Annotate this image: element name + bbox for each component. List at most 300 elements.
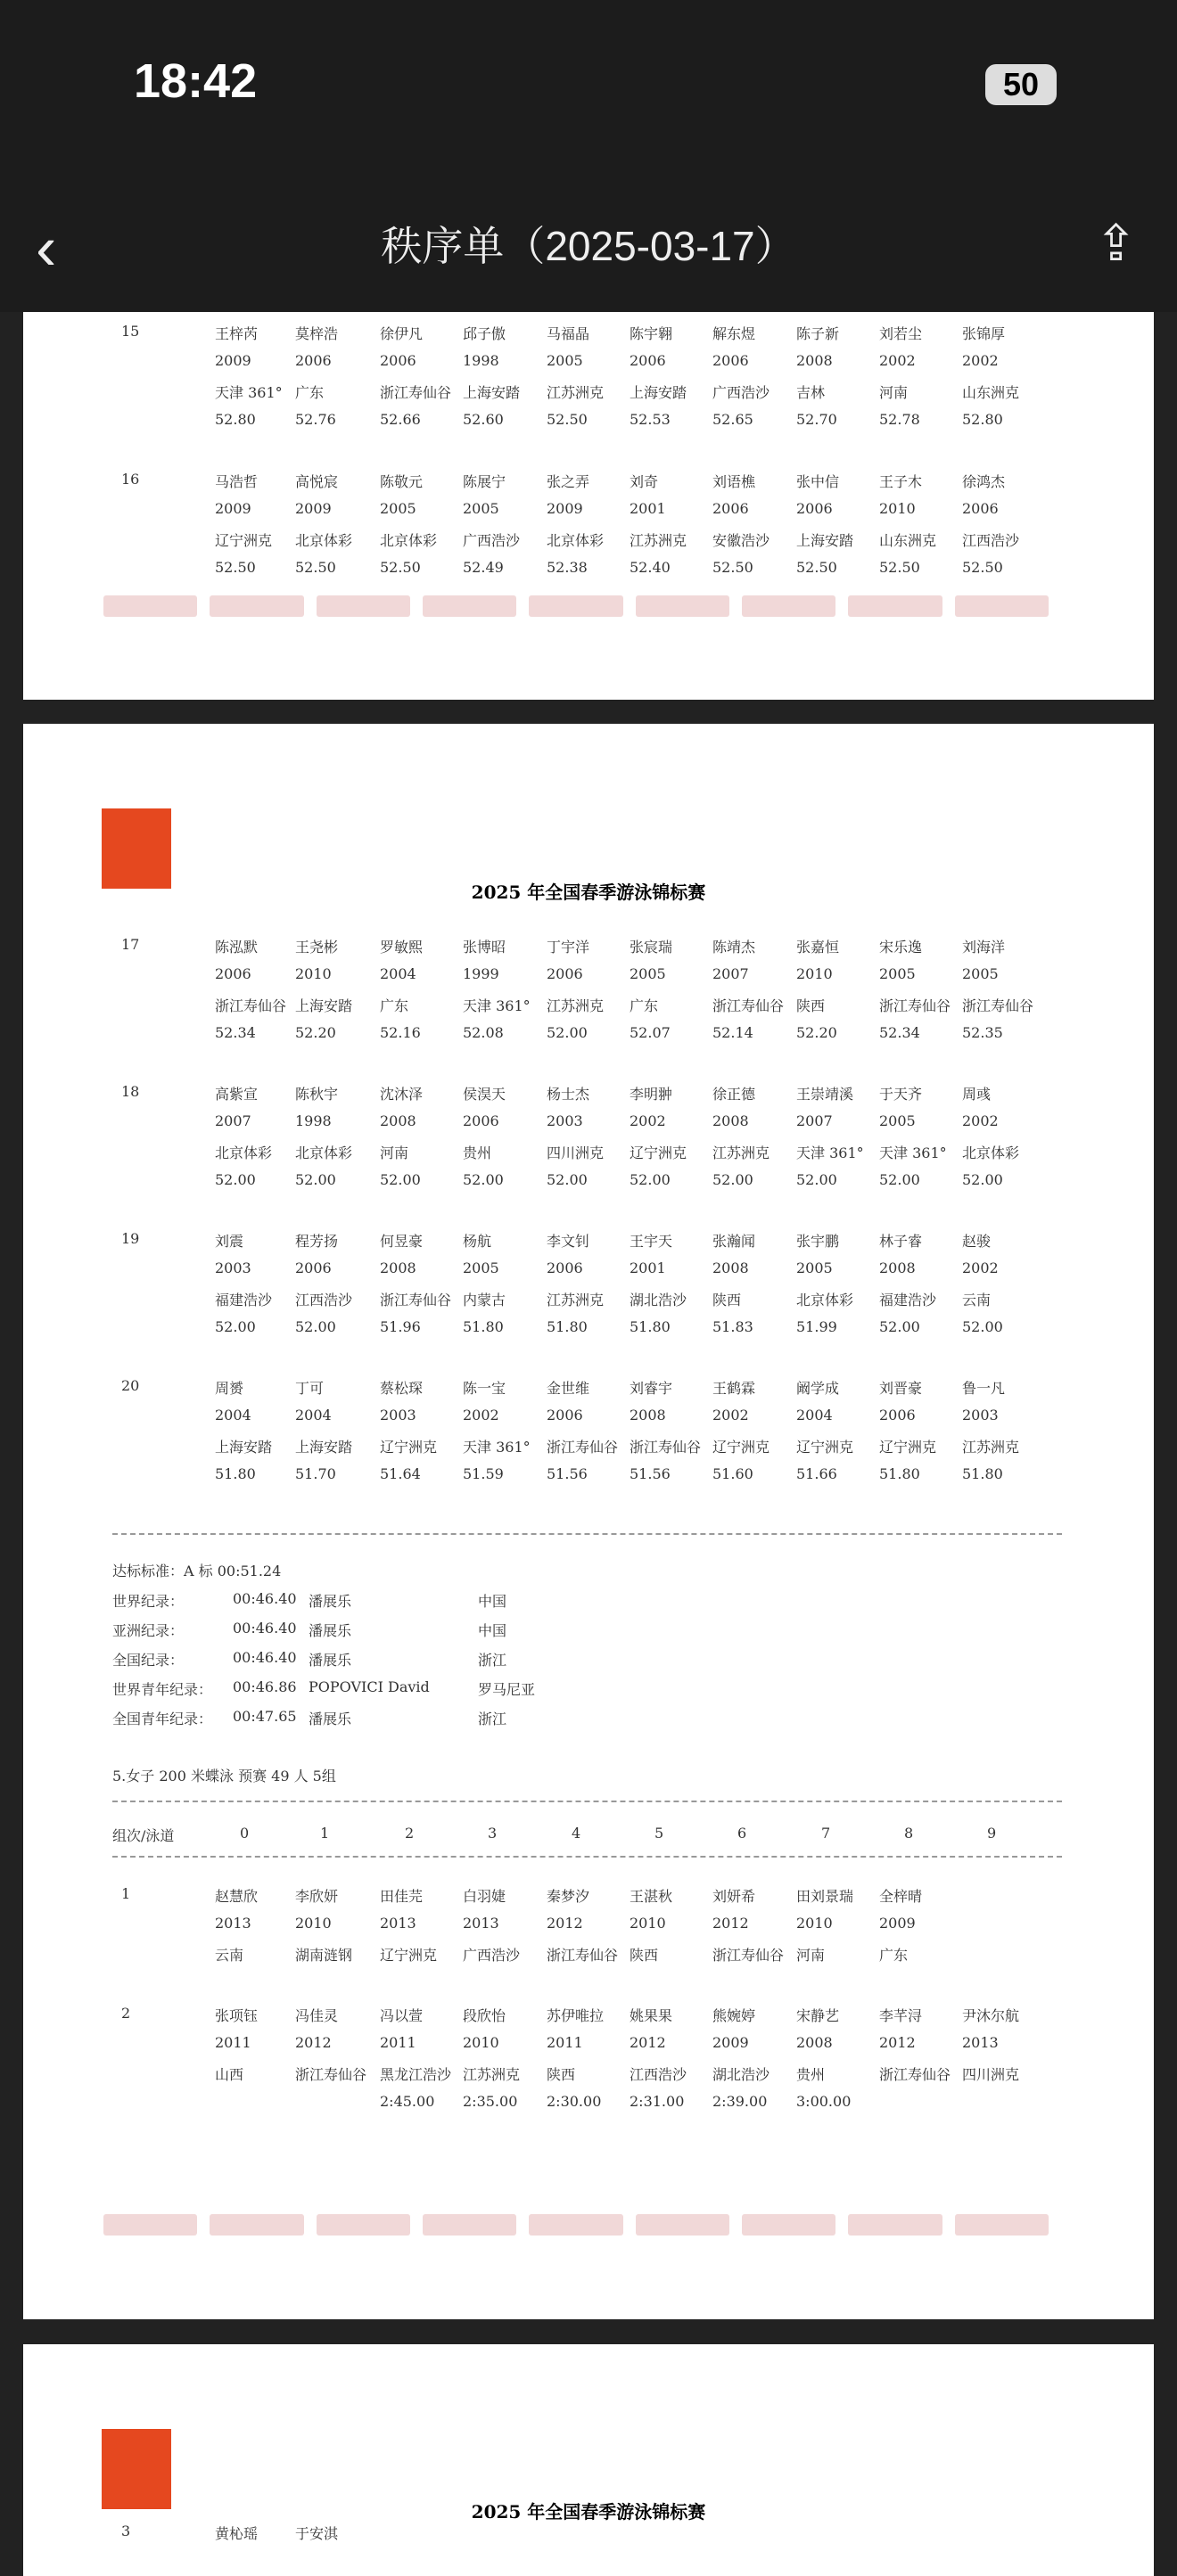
lane-number: 9: [987, 1825, 997, 1842]
heat-teams-cell: 广西浩沙: [463, 1947, 521, 1964]
heat-years-cell: 2008: [380, 1112, 416, 1129]
battery-icon: 50: [985, 64, 1057, 105]
heat-names-cell: 陈秋宇: [295, 1086, 339, 1103]
heat-names-cell: 王鹤霖: [712, 1380, 756, 1397]
heat-teams-cell: 辽宁洲克: [879, 1439, 937, 1456]
heat-teams-cell: 云南: [215, 1947, 244, 1964]
heat-teams-cell: 吉林: [796, 384, 826, 401]
heat-years-cell: 2008: [879, 1259, 916, 1276]
heat-years-cell: 2013: [962, 2034, 999, 2051]
clock: 18:42: [134, 54, 258, 108]
heat-teams-cell: 北京体彩: [295, 1144, 353, 1161]
heat-teams-cell: 上海安踏: [295, 997, 353, 1014]
heat-number: 15: [121, 323, 140, 340]
heat-years-cell: 2001: [630, 500, 666, 517]
page-2: [23, 724, 1154, 2319]
heat-teams-cell: 北京体彩: [547, 532, 605, 549]
heat-teams-cell: 河南: [796, 1947, 826, 1964]
heat-teams-cell: 天津 361°: [215, 384, 283, 401]
heat-years-cell: 2005: [879, 965, 916, 982]
record-cell: 潘展乐: [309, 1622, 352, 1639]
heat-teams-cell: 辽宁洲克: [712, 1439, 770, 1456]
record-cell: 全国纪录：: [112, 1652, 185, 1669]
heat-years-cell: 2004: [796, 1407, 833, 1423]
heat-names-cell: 熊婉婷: [712, 2007, 756, 2024]
record-cell: 世界青年纪录：: [112, 1681, 213, 1698]
heat-years-cell: 2005: [962, 965, 999, 982]
heat-names-cell: 张宸瑞: [630, 939, 673, 956]
record-cell: 00:46.40: [233, 1620, 297, 1637]
heat-names-cell: 张之弄: [547, 473, 590, 490]
event-logo: [102, 808, 171, 889]
heat-times-cell: 52.00: [962, 1318, 1003, 1335]
heat-times-cell: 52.50: [962, 559, 1003, 576]
heat-years-cell: 2003: [547, 1112, 583, 1129]
share-icon[interactable]: ⇪: [1095, 215, 1137, 271]
page-1: [23, 312, 1154, 700]
heat-teams-cell: 北京体彩: [295, 532, 353, 549]
heat-times-cell: 52.60: [463, 411, 504, 428]
heat-names-cell: 刘若尘: [879, 325, 923, 342]
heat-years-cell: 2006: [380, 352, 416, 369]
record-cell: 潘展乐: [309, 1593, 352, 1610]
heat-years-cell: 1998: [463, 352, 499, 369]
heat-teams-cell: 浙江寿仙谷: [630, 1439, 702, 1456]
heat-names-cell: 陈宇翱: [630, 325, 673, 342]
event-title: 5.女子 200 米蝶泳 预赛 49 人 5组: [112, 1768, 336, 1784]
heat-names-cell: 何昱豪: [380, 1233, 424, 1250]
heat-names-cell: 徐伊凡: [380, 325, 424, 342]
heat-names-cell: 宋乐逸: [879, 939, 923, 956]
heat-names-cell: 李文钊: [547, 1233, 590, 1250]
heat-times-cell: 52.50: [796, 559, 837, 576]
page-title: 秩序单（2025-03-17）: [381, 223, 796, 269]
heat-names-cell: 罗敏熙: [380, 939, 424, 956]
heat-number: 3: [121, 2523, 131, 2539]
heat-times-cell: 51.56: [630, 1465, 671, 1482]
heat-names-cell: 李芊浔: [879, 2007, 923, 2024]
heat-years-cell: 1998: [295, 1112, 332, 1129]
heat-names-cell: 冯以萱: [380, 2007, 424, 2024]
heat-names-cell: 王崇靖溪: [796, 1086, 854, 1103]
heat-names-cell: 高紫宣: [215, 1086, 259, 1103]
heat-names-cell: 徐鸿杰: [962, 473, 1006, 490]
heat-teams-cell: 江苏洲克: [547, 997, 605, 1014]
heat-years-cell: 2001: [630, 1259, 666, 1276]
heat-times-cell: 52.50: [295, 559, 336, 576]
heat-times-cell: 52.70: [796, 411, 837, 428]
heat-teams-cell: 辽宁洲克: [630, 1144, 687, 1161]
heat-teams-cell: 浙江寿仙谷: [962, 997, 1034, 1014]
heat-years-cell: 2005: [879, 1112, 916, 1129]
heat-names-cell: 侯淏天: [463, 1086, 506, 1103]
heat-names-cell: 徐正德: [712, 1086, 756, 1103]
heat-years-cell: 2006: [796, 500, 833, 517]
heat-times-cell: 52.40: [630, 559, 671, 576]
heat-times-cell: 52.50: [380, 559, 421, 576]
heat-names-cell: 丁宇洋: [547, 939, 590, 956]
status-bar: [0, 0, 1177, 187]
heat-names-cell: 陈子新: [796, 325, 840, 342]
heat-times-cell: 52.00: [215, 1318, 256, 1335]
lane-number: 7: [821, 1825, 831, 1842]
lane-number: 0: [240, 1825, 250, 1842]
heat-teams-cell: 陕西: [630, 1947, 659, 1964]
heat-teams-cell: 江苏洲克: [463, 2066, 521, 2083]
heat-times-cell: 52.66: [380, 411, 421, 428]
heat-teams-cell: 北京体彩: [215, 1144, 273, 1161]
heat-times-cell: 51.60: [712, 1465, 753, 1482]
lane-number: 5: [654, 1825, 664, 1842]
heat-names-cell: 鲁一凡: [962, 1380, 1006, 1397]
heat-years-cell: 2003: [215, 1259, 251, 1276]
heat-times-cell: 52.20: [295, 1024, 336, 1041]
heat-years-cell: 2006: [547, 1259, 583, 1276]
heat-names-cell: 杨航: [463, 1233, 492, 1250]
heat-years-cell: 2002: [712, 1407, 749, 1423]
heat-years-cell: 2006: [295, 352, 332, 369]
heat-years-cell: 2010: [295, 965, 332, 982]
heat-years-cell: 2006: [463, 1112, 499, 1129]
back-icon[interactable]: ‹: [36, 213, 57, 283]
heat-names-cell: 姚果果: [630, 2007, 673, 2024]
heat-teams-cell: 浙江寿仙谷: [295, 2066, 367, 2083]
heat-teams-cell: 广东: [295, 384, 325, 401]
heat-number: 16: [121, 471, 140, 488]
heat-number: 20: [121, 1377, 140, 1394]
heat-times-cell: 51.64: [380, 1465, 421, 1482]
heat-names-cell: 陈敬元: [380, 473, 424, 490]
heat-times-cell: 51.56: [547, 1465, 588, 1482]
heat-names-cell: 张中信: [796, 473, 840, 490]
heat-teams-cell: 福建浩沙: [879, 1292, 937, 1309]
heat-years-cell: 2009: [295, 500, 332, 517]
heat-years-cell: 2005: [547, 352, 583, 369]
heat-times-cell: 51.80: [879, 1465, 920, 1482]
heat-years-cell: 2009: [215, 352, 251, 369]
heat-teams-cell: 浙江寿仙谷: [547, 1947, 619, 1964]
heat-times-cell: 2:31.00: [630, 2093, 685, 2110]
heat-years-cell: 2009: [712, 2034, 749, 2051]
heat-years-cell: 2002: [962, 352, 999, 369]
heat-names-cell: 全梓晴: [879, 1888, 923, 1905]
heat-times-cell: 51.80: [463, 1318, 504, 1335]
heat-teams-cell: 河南: [879, 384, 909, 401]
heat-teams-cell: 辽宁洲克: [215, 532, 273, 549]
heat-times-cell: 51.70: [295, 1465, 336, 1482]
heat-names-cell: 于安淇: [295, 2525, 339, 2542]
heat-years-cell: 2010: [463, 2034, 499, 2051]
heat-number: 18: [121, 1083, 140, 1100]
heat-names-cell: 刘睿宇: [630, 1380, 673, 1397]
heat-names-cell: 田佳芫: [380, 1888, 424, 1905]
heat-names-cell: 张瀚闻: [712, 1233, 756, 1250]
heat-names-cell: 刘奇: [630, 473, 659, 490]
lane-label: 组次/泳道: [112, 1827, 175, 1844]
heat-names-cell: 宋静艺: [796, 2007, 840, 2024]
heat-years-cell: 2006: [879, 1407, 916, 1423]
heat-teams-cell: 江西浩沙: [962, 532, 1020, 549]
heat-years-cell: 2006: [962, 500, 999, 517]
heat-names-cell: 刘晋豪: [879, 1380, 923, 1397]
record-cell: 全国青年纪录：: [112, 1710, 213, 1727]
heat-teams-cell: 浙江寿仙谷: [380, 384, 452, 401]
standard-line: 达标标准：A 标 00:51.24: [112, 1563, 282, 1579]
heat-times-cell: 52.00: [463, 1171, 504, 1188]
heat-names-cell: 金世维: [547, 1380, 590, 1397]
heat-times-cell: 52.38: [547, 559, 588, 576]
heat-names-cell: 王尧彬: [295, 939, 339, 956]
heat-years-cell: 2006: [547, 965, 583, 982]
heat-times-cell: 51.96: [380, 1318, 421, 1335]
heat-times-cell: 52.34: [879, 1024, 920, 1041]
heat-times-cell: 52.50: [215, 559, 256, 576]
heat-times-cell: 52.78: [879, 411, 920, 428]
heat-teams-cell: 北京体彩: [380, 532, 438, 549]
heat-number: 19: [121, 1230, 140, 1247]
heat-teams-cell: 浙江寿仙谷: [712, 997, 785, 1014]
heat-years-cell: 2006: [295, 1259, 332, 1276]
heat-teams-cell: 上海安踏: [295, 1439, 353, 1456]
heat-names-cell: 张嘉恒: [796, 939, 840, 956]
heat-years-cell: 2011: [547, 2034, 583, 2051]
heat-times-cell: 52.65: [712, 411, 753, 428]
record-cell: 00:46.40: [233, 1590, 297, 1607]
heat-number: 2: [121, 2005, 131, 2022]
heat-years-cell: 2010: [295, 1915, 332, 1932]
heat-teams-cell: 上海安踏: [463, 384, 521, 401]
heat-times-cell: 52.00: [295, 1171, 336, 1188]
heat-years-cell: 2006: [215, 965, 251, 982]
heat-years-cell: 2005: [463, 500, 499, 517]
heat-times-cell: 52.00: [796, 1171, 837, 1188]
record-cell: 00:46.40: [233, 1649, 297, 1666]
heat-teams-cell: 山东洲克: [962, 384, 1020, 401]
heat-names-cell: 沈沐泽: [380, 1086, 424, 1103]
heat-names-cell: 周赟: [215, 1380, 244, 1397]
nav-bar: [0, 187, 1177, 312]
heat-times-cell: 52.00: [547, 1171, 588, 1188]
heat-times-cell: 51.80: [215, 1465, 256, 1482]
heat-names-cell: 赵骏: [962, 1233, 992, 1250]
heat-times-cell: 52.00: [215, 1171, 256, 1188]
heat-teams-cell: 贵州: [463, 1144, 492, 1161]
heat-names-cell: 张锦厚: [962, 325, 1006, 342]
heat-names-cell: 王梓芮: [215, 325, 259, 342]
heat-teams-cell: 福建浩沙: [215, 1292, 273, 1309]
heat-years-cell: 2004: [380, 965, 416, 982]
heat-times-cell: 51.66: [796, 1465, 837, 1482]
divider: [112, 1856, 1062, 1858]
heat-years-cell: 2013: [215, 1915, 251, 1932]
heat-years-cell: 2008: [630, 1407, 666, 1423]
heat-times-cell: 52.08: [463, 1024, 504, 1041]
heat-teams-cell: 江苏洲克: [712, 1144, 770, 1161]
heat-teams-cell: 安徽浩沙: [712, 532, 770, 549]
record-cell: 浙江: [478, 1652, 507, 1669]
heat-teams-cell: 陕西: [712, 1292, 742, 1309]
heat-years-cell: 2013: [463, 1915, 499, 1932]
heat-times-cell: 51.83: [712, 1318, 753, 1335]
heat-names-cell: 莫梓浩: [295, 325, 339, 342]
heat-names-cell: 白羽婕: [463, 1888, 506, 1905]
record-cell: 00:46.86: [233, 1678, 297, 1695]
heat-years-cell: 2012: [712, 1915, 749, 1932]
heat-teams-cell: 广西浩沙: [463, 532, 521, 549]
record-cell: 潘展乐: [309, 1710, 352, 1727]
heat-times-cell: 52.00: [879, 1318, 920, 1335]
heat-names-cell: 陈一宝: [463, 1380, 506, 1397]
heat-names-cell: 杨士杰: [547, 1086, 590, 1103]
heat-names-cell: 程芳扬: [295, 1233, 339, 1250]
heat-names-cell: 李明翀: [630, 1086, 673, 1103]
heat-names-cell: 田刘景瑞: [796, 1888, 854, 1905]
heat-teams-cell: 浙江寿仙谷: [879, 2066, 951, 2083]
record-cell: 浙江: [478, 1710, 507, 1727]
heat-names-cell: 赵慧欣: [215, 1888, 259, 1905]
heat-times-cell: 51.80: [962, 1465, 1003, 1482]
heat-names-cell: 蔡松琛: [380, 1380, 424, 1397]
heat-years-cell: 2006: [712, 500, 749, 517]
heat-times-cell: 52.76: [295, 411, 336, 428]
heat-teams-cell: 黑龙江浩沙: [380, 2066, 452, 2083]
record-cell: 世界纪录：: [112, 1593, 185, 1610]
heat-times-cell: 3:00.00: [796, 2093, 852, 2110]
heat-teams-cell: 江西浩沙: [630, 2066, 687, 2083]
heat-times-cell: 2:35.00: [463, 2093, 518, 2110]
heat-names-cell: 张宇鹏: [796, 1233, 840, 1250]
heat-names-cell: 刘震: [215, 1233, 244, 1250]
heat-names-cell: 陈泓默: [215, 939, 259, 956]
heat-teams-cell: 江苏洲克: [630, 532, 687, 549]
heat-names-cell: 于天齐: [879, 1086, 923, 1103]
heat-years-cell: 2002: [630, 1112, 666, 1129]
heat-names-cell: 秦梦汐: [547, 1888, 590, 1905]
heat-times-cell: 52.00: [962, 1171, 1003, 1188]
heat-years-cell: 2010: [796, 965, 833, 982]
heat-teams-cell: 上海安踏: [215, 1439, 273, 1456]
page-3: [23, 2344, 1154, 2576]
heat-names-cell: 陈靖杰: [712, 939, 756, 956]
heat-teams-cell: 山东洲克: [879, 532, 937, 549]
heat-teams-cell: 四川洲克: [547, 1144, 605, 1161]
heat-times-cell: 52.50: [712, 559, 753, 576]
heat-times-cell: 52.16: [380, 1024, 421, 1041]
heat-times-cell: 52.14: [712, 1024, 753, 1041]
heat-teams-cell: 陕西: [796, 997, 826, 1014]
heat-names-cell: 林子睿: [879, 1233, 923, 1250]
heat-years-cell: 2007: [712, 965, 749, 982]
lane-number: 2: [405, 1825, 415, 1842]
heat-teams-cell: 北京体彩: [962, 1144, 1020, 1161]
heat-names-cell: 段欣怡: [463, 2007, 506, 2024]
heat-times-cell: 52.80: [962, 411, 1003, 428]
heat-teams-cell: 江苏洲克: [547, 1292, 605, 1309]
heat-names-cell: 张博昭: [463, 939, 506, 956]
heat-times-cell: 52.80: [215, 411, 256, 428]
divider: [112, 1533, 1062, 1535]
heat-years-cell: 2007: [796, 1112, 833, 1129]
heat-names-cell: 刘海洋: [962, 939, 1006, 956]
lane-number: 8: [904, 1825, 914, 1842]
heat-times-cell: 52.20: [796, 1024, 837, 1041]
heat-years-cell: 2002: [463, 1407, 499, 1423]
heat-teams-cell: 辽宁洲克: [380, 1947, 438, 1964]
heat-times-cell: 52.35: [962, 1024, 1003, 1041]
heat-teams-cell: 湖北浩沙: [630, 1292, 687, 1309]
heat-times-cell: 52.00: [380, 1171, 421, 1188]
record-cell: 中国: [478, 1593, 507, 1610]
heat-teams-cell: 浙江寿仙谷: [879, 997, 951, 1014]
heat-teams-cell: 湖北浩沙: [712, 2066, 770, 2083]
heat-names-cell: 刘妍希: [712, 1888, 756, 1905]
heat-names-cell: 王湛秋: [630, 1888, 673, 1905]
heat-teams-cell: 广东: [380, 997, 409, 1014]
heat-years-cell: 2008: [380, 1259, 416, 1276]
heat-years-cell: 1999: [463, 965, 499, 982]
heat-teams-cell: 江苏洲克: [962, 1439, 1020, 1456]
lane-number: 4: [572, 1825, 581, 1842]
heat-years-cell: 2008: [796, 2034, 833, 2051]
heat-years-cell: 2008: [796, 352, 833, 369]
heat-names-cell: 阚学成: [796, 1380, 840, 1397]
record-cell: POPOVICI David: [309, 1678, 430, 1695]
doc-title: 2025 年全国春季游泳锦标赛: [471, 882, 706, 903]
heat-years-cell: 2002: [962, 1112, 999, 1129]
heat-years-cell: 2005: [463, 1259, 499, 1276]
heat-teams-cell: 浙江寿仙谷: [547, 1439, 619, 1456]
heat-years-cell: 2006: [712, 352, 749, 369]
heat-years-cell: 2009: [879, 1915, 916, 1932]
lane-number: 6: [737, 1825, 747, 1842]
heat-teams-cell: 内蒙古: [463, 1292, 506, 1309]
heat-names-cell: 马福晶: [547, 325, 590, 342]
heat-teams-cell: 江西浩沙: [295, 1292, 353, 1309]
heat-years-cell: 2006: [547, 1407, 583, 1423]
heat-teams-cell: 上海安踏: [630, 384, 687, 401]
heat-years-cell: 2012: [295, 2034, 332, 2051]
heat-times-cell: 52.07: [630, 1024, 671, 1041]
heat-names-cell: 李欣妍: [295, 1888, 339, 1905]
heat-number: 17: [121, 936, 140, 953]
heat-years-cell: 2006: [630, 352, 666, 369]
heat-times-cell: 52.34: [215, 1024, 256, 1041]
record-cell: 中国: [478, 1622, 507, 1639]
heat-years-cell: 2003: [962, 1407, 999, 1423]
heat-times-cell: 52.00: [879, 1171, 920, 1188]
heat-years-cell: 2010: [796, 1915, 833, 1932]
heat-years-cell: 2004: [295, 1407, 332, 1423]
heat-names-cell: 丁可: [295, 1380, 325, 1397]
heat-times-cell: 51.80: [547, 1318, 588, 1335]
heat-times-cell: 52.00: [295, 1318, 336, 1335]
heat-teams-cell: 山西: [215, 2066, 244, 2083]
heat-teams-cell: 天津 361°: [463, 997, 531, 1014]
heat-names-cell: 周彧: [962, 1086, 992, 1103]
heat-teams-cell: 河南: [380, 1144, 409, 1161]
heat-years-cell: 2004: [215, 1407, 251, 1423]
heat-names-cell: 马浩哲: [215, 473, 259, 490]
heat-years-cell: 2002: [879, 352, 916, 369]
heat-years-cell: 2008: [712, 1112, 749, 1129]
heat-names-cell: 高悦宸: [295, 473, 339, 490]
heat-names-cell: 陈展宁: [463, 473, 506, 490]
heat-teams-cell: 北京体彩: [796, 1292, 854, 1309]
heat-years-cell: 2013: [380, 1915, 416, 1932]
heat-teams-cell: 浙江寿仙谷: [380, 1292, 452, 1309]
heat-years-cell: 2005: [796, 1259, 833, 1276]
heat-teams-cell: 辽宁洲克: [796, 1439, 854, 1456]
